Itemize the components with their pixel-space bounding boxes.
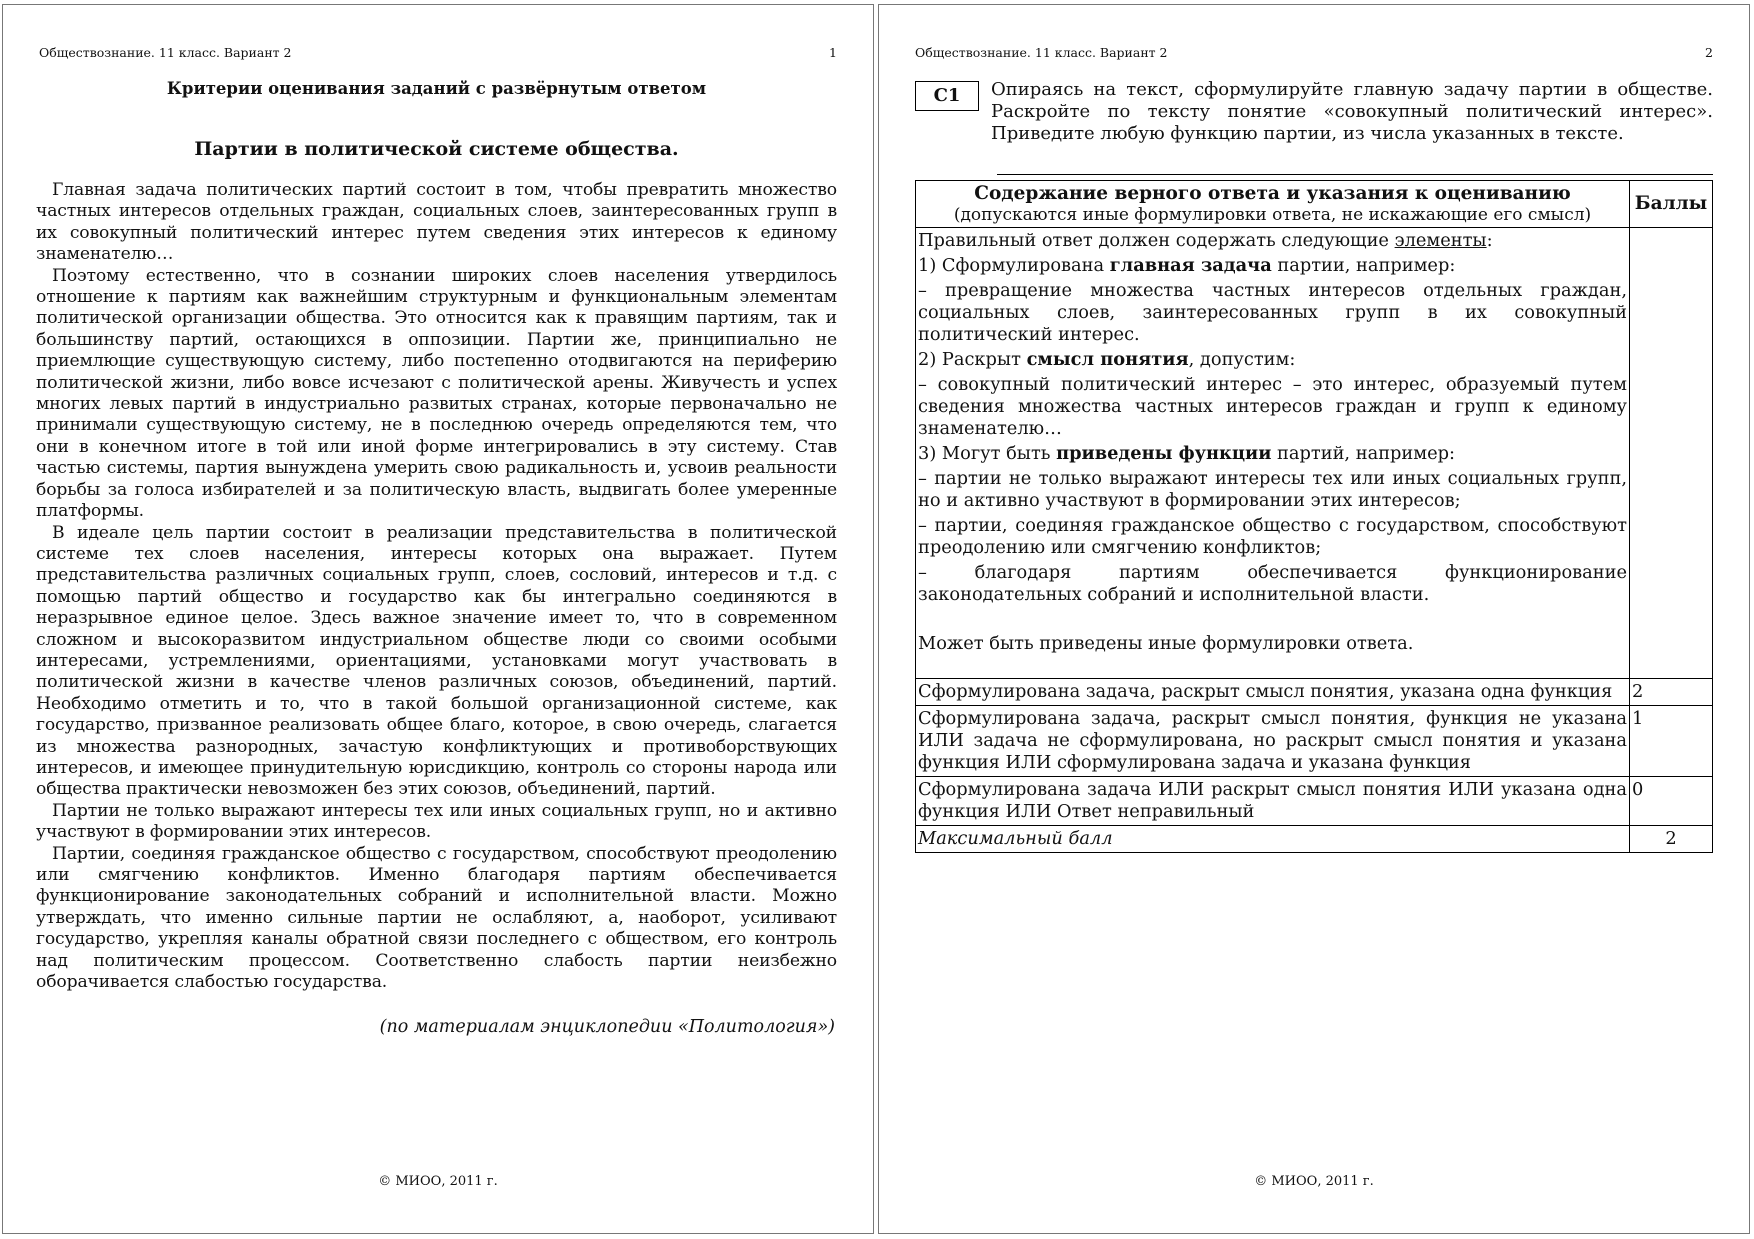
answer-row <box>916 228 1713 679</box>
task-text: Опираясь на текст, сформулируйте главную задачу партии в обществе. Раскройте по тексту понятие «совокупный политический интерес». Приведите любую функцию партии, из числа указанных в тексте. <box>991 79 1713 144</box>
page-number: 1 <box>829 45 837 60</box>
answer-content-cell <box>916 228 1630 679</box>
max-score-row <box>916 826 1713 853</box>
empty-score-cell <box>1630 228 1713 679</box>
header-subject: Обществознание. 11 класс. Вариант 2 <box>39 45 292 60</box>
paragraph: Главная задача политических партий состоит в том, чтобы превратить множество частных интересов отдельных граждан, социальных слоев, заинтересованных групп в их совокупный политический интерес путем сведения этих интересов к единому знаменателю… <box>36 180 837 265</box>
task-label: С1 <box>915 81 979 111</box>
element-3-point: – партии не только выражают интересы тех или иных социальных групп, но и активно участвуют в формировании этих интересов; <box>918 468 1627 511</box>
doc-title: Критерии оценивания заданий с развёрнутым ответом <box>166 79 707 98</box>
page-2 <box>878 4 1750 1234</box>
element-3-heading: 3) Могут быть приведены функции партий, например: <box>918 443 1456 464</box>
task-block <box>915 79 1713 145</box>
score-criterion: Сформулирована задача, раскрыт смысл понятия, указана одна функция <box>916 679 1630 706</box>
page-2-content <box>915 79 1713 853</box>
score-value: 0 <box>1630 777 1713 826</box>
score-row <box>916 777 1713 826</box>
running-header <box>39 45 837 60</box>
score-criterion: Сформулирована задача, раскрыт смысл понятия, функция не указана ИЛИ задача не сформулирована, но раскрыт смысл понятия и указана функция ИЛИ сформулирована задача и указана функция <box>916 706 1630 777</box>
page-1-content <box>36 79 837 1037</box>
running-header <box>915 45 1713 60</box>
paragraph: Партии не только выражают интересы тех или иных социальных групп, но и активно участвуют в формировании этих интересов. <box>36 800 837 843</box>
element-2-heading: 2) Раскрыт смысл понятия, допустим: <box>918 349 1296 370</box>
page-number: 2 <box>1705 45 1713 60</box>
element-2-text: – совокупный политический интерес – это интерес, образуемый путем сведения множества частных интересов граждан и групп к единому знаменателю… <box>918 374 1627 439</box>
header-subject: Обществознание. 11 класс. Вариант 2 <box>915 45 1168 60</box>
score-value: 1 <box>1630 706 1713 777</box>
max-score-label: Максимальный балл <box>916 826 1630 853</box>
element-1-text: – превращение множества частных интересов отдельных граждан, социальных слоев, заинтересованных групп в их совокупный политический интерес. <box>918 280 1627 345</box>
source-citation: (по материалам энциклопедии «Политология») <box>379 1017 835 1038</box>
header-score-cell: Баллы <box>1630 181 1713 228</box>
answer-intro: Правильный ответ должен содержать следующие элементы: <box>918 230 1493 251</box>
copyright-footer: © МИОО, 2011 г. <box>378 1174 498 1189</box>
separator-line <box>997 174 1713 175</box>
paragraph: В идеале цель партии состоит в реализации представительства в политической системе тех слоев населения, интересы которых она выражает. Путем представительства различных социальных групп, слоев, сословий, интересов и т.д. с помощью партий общество и государство как бы интегрально соединяются в неразрывное единое целое. Здесь важное значение имеет то, что в современном сложном и высокоразвитом индустриальном обществе люди со своими особыми интересами, устремлениями, ориентациями, установками могут участвовать в политической жизни в качестве членов различных союзов, объединений, партий. Необходимо отметить и то, что в такой большой организационной системе, как государство, призванное реализовать общее благо, которое, в свою очередь, слагается из множества разнородных, зачастую конфликтующих и противоборствующих интересов, и имеющее принудительную юрисдикцию, контроль со стороны народа или общества практически невозможен без этих союзов, объединений, партий. <box>36 522 837 800</box>
page-1 <box>2 4 874 1234</box>
copyright-footer: © МИОО, 2011 г. <box>1254 1174 1374 1189</box>
paragraph: Поэтому естественно, что в сознании широких слоев населения утвердилось отношение к партиям как важнейшим структурным и функциональным элементам политической организации общества. Это относится как к правящим партиям, так и большинству партий, остающихся в оппозиции. Партии же, принципиально не приемлющие существующую систему, либо постепенно отодвигаются на периферию политической жизни, либо вовсе исчезают с политической арены. Живучесть и успех многих левых партий в индустриально развитых странах, которые первоначально не принимали существующую систему, не в последнюю очередь определяются тем, что они в конечном итоге в той или иной форме интегрировались в эту систему. Став частью системы, партия вынуждена умерить свою радикальность и, усвоив реальности борьбы за голоса избирателей и за политическую власть, выдвигать более умеренные платформы. <box>36 265 837 522</box>
max-score-value: 2 <box>1630 826 1713 853</box>
header-sub: (допускаются иные формулировки ответа, не искажающие его смысл) <box>953 205 1592 225</box>
score-criterion: Сформулирована задача ИЛИ раскрыт смысл понятия ИЛИ указана одна функция ИЛИ Ответ неправильный <box>916 777 1630 826</box>
element-3-point: – партии, соединяя гражданское общество с государством, способствуют преодолению или смягчению конфликтов; <box>918 515 1627 558</box>
underlined-word: элементы <box>1394 230 1487 251</box>
element-3-point: – благодаря партиям обеспечивается функционирование законодательных собраний и исполнительной власти. <box>918 562 1627 605</box>
paragraph: Партии, соединяя гражданское общество с государством, способствуют преодолению или смягчению конфликтов. Именно благодаря партиям обеспечивается функционирование законодательных собраний и исполнительной власти. Можно утверждать, что именно сильные партии не ослабляют, а, наоборот, усиливают государство, укрепляя каналы обратной связи последнего с обществом, его контроль над политическим процессом. Соответственно слабость партии неизбежно оборачивается слабостью государства. <box>36 843 837 993</box>
table-header-row <box>916 181 1713 228</box>
alt-formulation-note: Может быть приведены иные формулировки ответа. <box>918 633 1414 654</box>
criteria-table <box>915 180 1713 853</box>
text-title: Партии в политической системе общества. <box>194 138 679 160</box>
score-row <box>916 706 1713 777</box>
header-main: Содержание верного ответа и указания к оцениванию <box>974 183 1571 204</box>
score-row <box>916 679 1713 706</box>
header-content-cell <box>916 181 1630 228</box>
element-1-heading: 1) Сформулирована главная задача партии, например: <box>918 255 1456 276</box>
score-value: 2 <box>1630 679 1713 706</box>
